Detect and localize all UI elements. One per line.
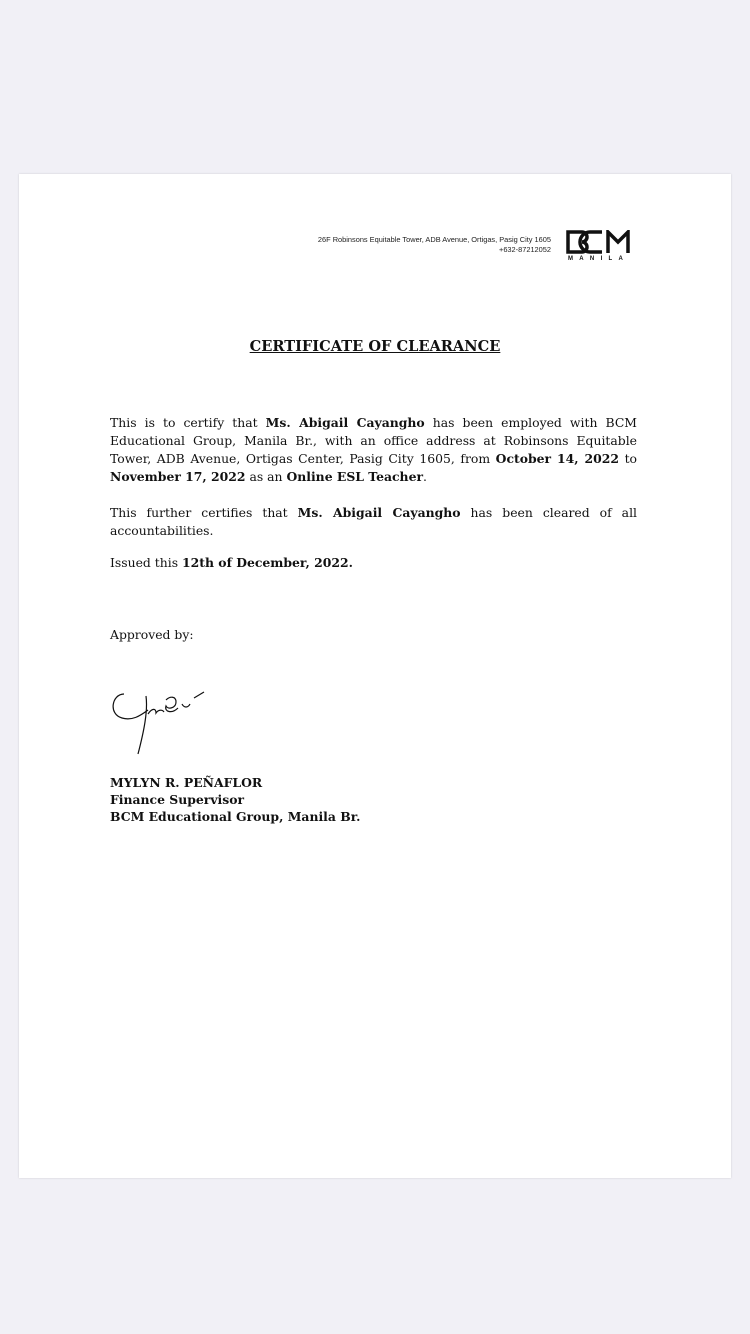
signer-name: MYLYN R. PEÑAFLOR bbox=[110, 775, 263, 790]
issued-line bbox=[110, 554, 637, 572]
certification-paragraph bbox=[110, 414, 637, 486]
text: This is to certify that bbox=[110, 415, 266, 430]
logo-subtext: MANILA bbox=[568, 256, 630, 262]
issue-date: 12th of December, 2022. bbox=[182, 555, 353, 570]
position: Online ESL Teacher bbox=[286, 469, 423, 484]
clearance-paragraph bbox=[110, 504, 637, 540]
letterhead-address bbox=[318, 235, 551, 255]
text: . bbox=[422, 469, 427, 484]
bcm-logo-mark bbox=[566, 230, 632, 254]
employee-name: Ms. Abigail Cayangho bbox=[265, 415, 425, 430]
text: as an bbox=[245, 469, 287, 484]
signer-block bbox=[110, 774, 360, 825]
bcm-logo bbox=[566, 230, 634, 268]
text: to bbox=[619, 451, 638, 466]
address-line: 26F Robinsons Equitable Tower, ADB Avenue, Ortigas, Pasig City 1605 bbox=[317, 235, 551, 244]
signer-org: BCM Educational Group, Manila Br. bbox=[110, 809, 361, 824]
document-page bbox=[19, 174, 731, 1178]
phone-line: +632-87212052 bbox=[499, 245, 551, 254]
signer-title: Finance Supervisor bbox=[110, 792, 244, 807]
end-date: November 17, 2022 bbox=[110, 469, 246, 484]
text: This further certifies that bbox=[110, 505, 298, 520]
text: has been employed with BCM Educational Group, Manila Br., with an office address at Robinsons Equitable Tower, ADB Avenue, Ortigas Center, Pasig City 1605, from bbox=[110, 415, 637, 466]
signature bbox=[110, 686, 220, 760]
text: Issued this bbox=[110, 555, 183, 570]
text: has been cleared of all accountabilities. bbox=[110, 505, 637, 538]
approved-by-label: Approved by: bbox=[110, 627, 194, 642]
employee-name: Ms. Abigail Cayangho bbox=[297, 505, 461, 520]
document-title: CERTIFICATE OF CLEARANCE bbox=[249, 338, 501, 355]
start-date: October 14, 2022 bbox=[495, 451, 619, 466]
